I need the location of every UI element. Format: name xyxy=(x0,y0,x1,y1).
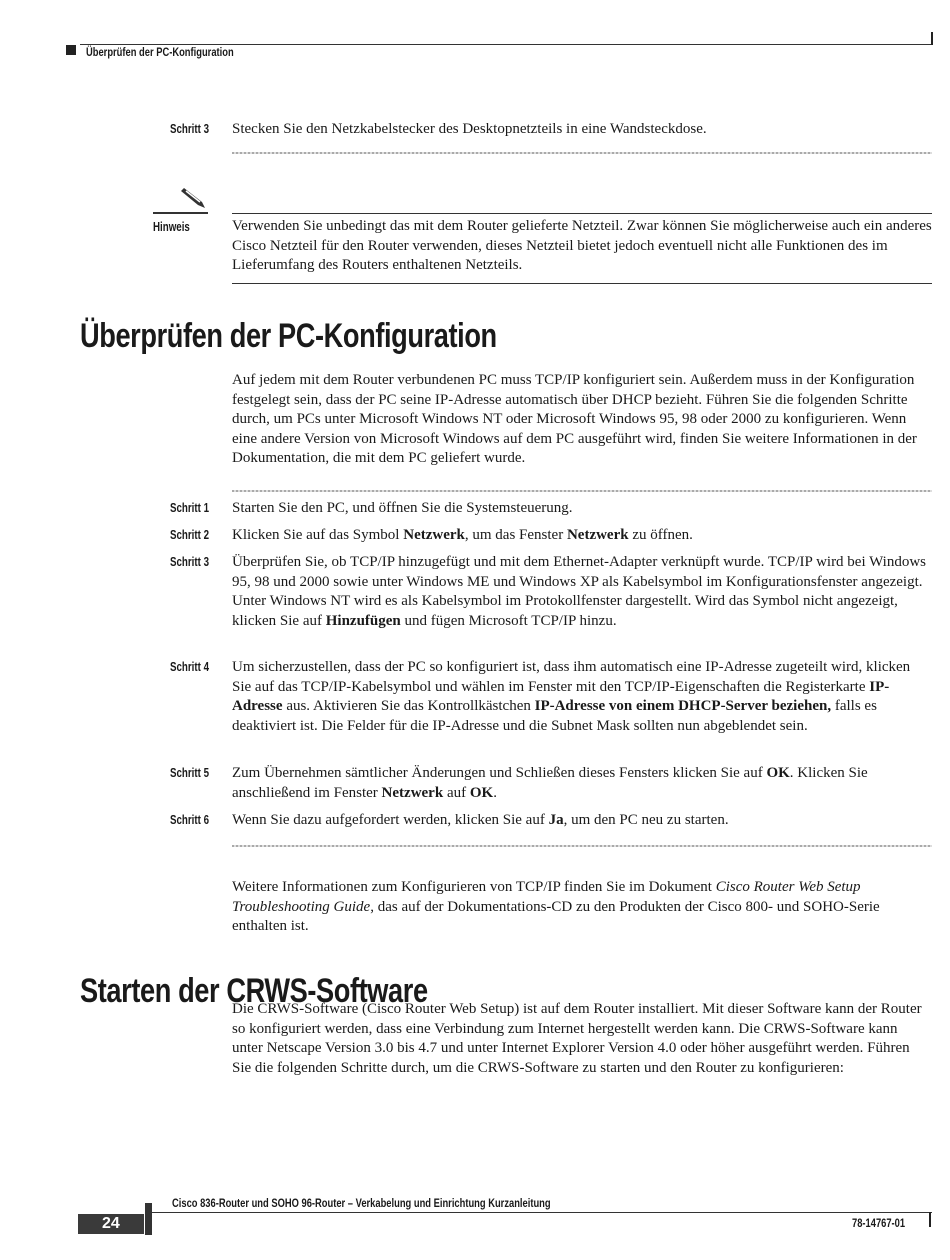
step-text-part: Zum Übernehmen sämtlicher Änderungen und Schließen dieses Fensters klicken Sie auf xyxy=(232,765,767,781)
note-text: Verwenden Sie unbedingt das mit dem Router gelieferte Netzteil. Zwar können Sie möglicherweise auch ein anderes Cisco Netzteil für den Router verwenden, dieses Netzteil bietet jedoch eventuell nicht alle Funktionen des im Lieferumfang des Routers enthaltenen Netzteils. xyxy=(232,218,932,273)
step-text-part: aus. Aktivieren Sie das Kontrollkästchen xyxy=(282,698,535,714)
footer-marker xyxy=(145,1203,152,1235)
doc-number: 78-14767-01 xyxy=(852,1216,906,1230)
note-rule-top xyxy=(232,213,932,214)
step-text-part: und fügen Microsoft TCP/IP hinzu. xyxy=(400,612,617,629)
more-info: Weitere Informationen zum Konfigurieren von TCP/IP finden Sie im Dokument Cisco Router Web Setup Troubleshooting Guide, das auf der Dokumentations-CD zu den Produkten der Cisco 800- und SOHO-Serie enthalten ist. xyxy=(232,879,880,934)
step-text-part: Überprüfen Sie, ob TCP/IP hinzugefügt und mit dem Ethernet-Adapter verknüpft wurde. TCP/IP wird bei Windows 95, 98 und 2000 sowie unter Windows ME und Windows XP als Kabelsymbol im Konfigurationsfenster angezeigt. Unter Windows NT wird es als Kabelsymbol im Protokollfenster dargestellt. Wird das Symbol nicht angezeigt, klicken Sie auf xyxy=(232,554,927,629)
step-text: Stecken Sie den Netzkabelstecker des Desktopnetzteils in eine Wandsteckdose. xyxy=(232,121,707,137)
divider xyxy=(232,152,932,154)
header-marker xyxy=(66,45,76,55)
step-text xyxy=(232,553,932,631)
step-text-part: . Klicken Sie anschließend im Fenster xyxy=(232,765,868,801)
ui-term: IP-Adresse xyxy=(232,678,890,714)
pencil-icon xyxy=(180,186,210,210)
step-label: Schritt 1 xyxy=(170,501,210,515)
ui-term: Netzwerk xyxy=(566,527,629,543)
step-text xyxy=(232,499,932,519)
step-text-part: , um den PC neu zu starten. xyxy=(563,812,729,828)
page-number: 24 xyxy=(102,1215,120,1232)
step-text-part: zu öffnen. xyxy=(628,527,693,543)
ui-term: Hinzufügen xyxy=(325,612,401,629)
note-rule-left xyxy=(153,212,208,214)
section-intro: Auf jedem mit dem Router verbundenen PC muss TCP/IP konfiguriert sein. Außerdem muss in der Konfiguration festgelegt sein, dass der PC seine IP-Adresse automatisch über DHCP bezieht. Führen Sie die folgenden Schritte durch, um PCs unter Microsoft Windows NT oder Microsoft Windows 95, 98 oder 2000 zu konfigurieren. Wenn eine andere Version von Microsoft Windows auf dem PC ausgeführt wird, finden Sie weitere Informationen in der Dokumentation, die mit dem PC geliefert wurde. xyxy=(232,372,917,466)
ui-term: IP-Adresse von einem DHCP-Server beziehen, xyxy=(534,698,832,714)
step-text-part: Starten Sie den PC, und öffnen Sie die Systemsteuerung. xyxy=(232,500,573,516)
step-text-part: Klicken Sie auf das Symbol xyxy=(232,527,404,543)
footer-rule xyxy=(152,1212,932,1213)
section-intro: Die CRWS-Software (Cisco Router Web Setup) ist auf dem Router installiert. Mit dieser Software kann der Router so konfiguriert werden, dass eine Verbindung zum Internet hergestellt werden kann. Die CRWS-Software kann unter Netscape Version 3.0 bis 4.7 und unter Internet Explorer Version 4.0 oder höher ausgeführt werden. Führen Sie die folgenden Schritte durch, um die CRWS-Software zu starten und den Router zu konfigurieren: xyxy=(232,1001,922,1076)
step-text xyxy=(232,764,932,803)
step-label: Schritt 2 xyxy=(170,528,210,542)
step-text xyxy=(232,526,932,546)
section-heading: Überprüfen der PC-Konfiguration xyxy=(80,317,497,355)
step-text-part: , um das Fenster xyxy=(464,527,567,543)
step-text xyxy=(232,658,932,736)
step-label: Schritt 3 xyxy=(170,122,210,136)
step-label: Schritt 3 xyxy=(170,555,210,569)
step-text-part: . xyxy=(493,784,497,801)
header-section-title: Überprüfen der PC-Konfiguration xyxy=(86,45,234,59)
step-label: Schritt 4 xyxy=(170,660,210,674)
ui-term: Netzwerk xyxy=(403,527,465,543)
footer-edge xyxy=(929,1212,931,1227)
note-rule-bottom xyxy=(232,283,932,284)
divider xyxy=(232,490,932,492)
footer-title: Cisco 836-Router und SOHO 96-Router – Verkabelung und Einrichtung Kurzanleitung xyxy=(172,1196,551,1210)
step-label: Schritt 6 xyxy=(170,813,210,827)
note-label: Hinweis xyxy=(153,220,190,234)
ui-term: Ja xyxy=(548,812,564,828)
step-text xyxy=(232,811,932,831)
ui-term: OK xyxy=(469,784,494,801)
section-heading: Starten der CRWS-Software xyxy=(80,972,428,1010)
ui-term: Netzwerk xyxy=(381,784,444,801)
step-text-part: auf xyxy=(443,784,470,801)
header-edge xyxy=(931,32,933,45)
divider xyxy=(232,845,932,847)
page-number-box xyxy=(78,1214,144,1234)
step-label: Schritt 5 xyxy=(170,766,210,780)
step-text-part: Wenn Sie dazu aufgefordert werden, klicken Sie auf xyxy=(232,812,549,828)
doc-title: Cisco Router Web Setup Troubleshooting Guide xyxy=(232,879,861,915)
step-text-part: falls es deaktiviert ist. Die Felder für die IP-Adresse und die Subnet Mask sollten nun abgeblendet sein. xyxy=(232,698,877,734)
ui-term: OK xyxy=(766,765,790,781)
step-text-part: Um sicherzustellen, dass der PC so konfiguriert ist, dass ihm automatisch eine IP-Adresse zugeteilt wird, klicken Sie auf das TCP/IP-Kabelsymbol und wählen im Fenster mit den TCP/IP-Eigenschaften die Registerkarte xyxy=(232,659,911,695)
